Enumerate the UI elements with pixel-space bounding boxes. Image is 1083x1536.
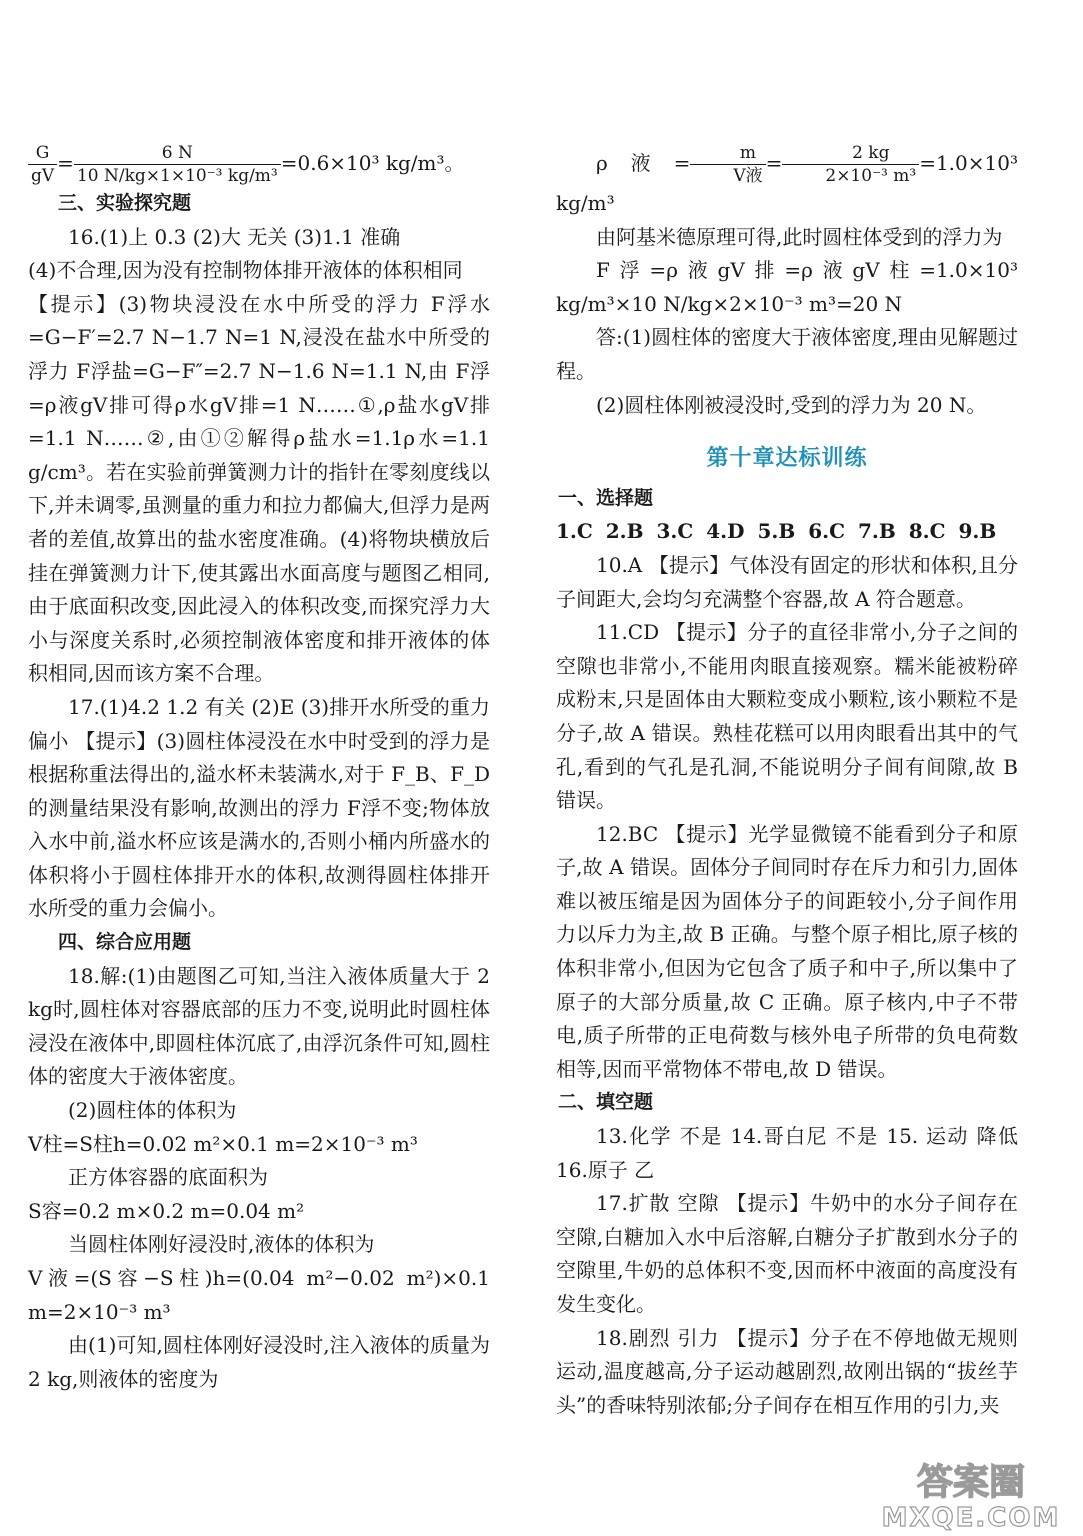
watermark-bottom-text: MXQE.COM [881, 1503, 1061, 1532]
answer-17-right: 17.扩散 空隙 【提示】牛奶中的水分子间存在空隙,白糖加入水中后溶解,白糖分子扩散到水分子的空隙里,牛奶的总体积不变,因而杯中液面的高度没有发生变化。 [556, 1191, 1018, 1316]
answer-18-area-formula: S容=0.2 m×0.2 m=0.04 m² [28, 1198, 305, 1223]
answer-18-part1: 18.解:(1)由题图乙可知,当注入液体质量大于 2 kg时,圆柱体对容器底部的压力不变,说明此时圆柱体浸没在液体中,即圆柱体沉底了,由浮沉条件可知,圆柱体的密度大于液体密度。 [28, 963, 490, 1089]
chapter-title: 第十章达标训练 [706, 446, 868, 472]
fraction-mass-over-volume: $\frac{2 kg}{\text{2×10⁻³ m³}}$ [782, 142, 919, 187]
choice-answers: 1.C 2.B 3.C 4.D 5.B 6.C 7.B 8.C 9.B [556, 519, 997, 544]
answer-17: 17.(1)4.2 1.2 有关 (2)E (3)排开水所受的重力 偏小 【提示】(3)圆柱体浸没在水中时受到的浮力是根据称重法得出的,溢水杯未装满水,对于 F_B、F_D 的测量结果没有影响,故测出的浮力 F浮不变;物体放入水中前,溢水杯应该是满水的,否则小桶内所盛水的体积将小于圆柱体排开水的体积,故测得圆柱体排开水所受的重力会偏小。 [28, 694, 490, 921]
left-column [28, 142, 490, 1396]
section-heading-fill: 二、填空题 [558, 1091, 654, 1114]
answer-18-area-label: 正方体容器的底面积为 [68, 1165, 268, 1190]
answer-18-liquid-volume-formula: V液=(S容−S柱)h=(0.04 m²−0.02 m²)×0.1 m=2×10⁻³ m³ [28, 1266, 490, 1324]
answer-conclusion-2: (2)圆柱体刚被浸没时,受到的浮力为 20 N。 [596, 392, 987, 417]
section-heading-experiment: 三、实验探究题 [58, 192, 192, 214]
answer-10: 10.A 【提示】气体没有固定的形状和体积,且分子间距大,会均匀充满整个容器,故 A 符合题意。 [556, 552, 1018, 611]
answer-18-density-intro: 由(1)可知,圆柱体刚好浸没时,注入液体的质量为 2 kg,则液体的密度为 [28, 1333, 490, 1391]
watermark-logo [871, 1454, 1071, 1532]
fraction-m-over-v: $\frac{m}{\text{V液}}$ [690, 142, 765, 187]
buoyancy-formula: F浮=ρ液gV排=ρ液gV柱=1.0×10³ kg/m³×10 N/kg×2×10⁻³ m³=20 N [556, 258, 1018, 316]
section-heading-application: 四、综合应用题 [58, 931, 192, 954]
fraction-g-over-gv: $\frac{G}{gV}$ [28, 142, 57, 187]
density-formula: $\frac{G}{gV}$ = $\frac{6 N}{\text{10 N/kg×1×10⁻³ kg/m³}}$ =0.6×10³ kg/m³。 [28, 142, 490, 187]
answer-11: 11.CD 【提示】分子的直径非常小,分子之间的空隙也非常小,不能用肉眼直接观察。糯米能被粉碎成粉末,只是固体由大颗粒变成小颗粒,该小颗粒不是分子,故 A 错误。熟桂花糕可以用肉眼看出其中的气孔,看到的气孔是孔洞,不能说明分子间有间隙,故 B 错误。 [556, 620, 1018, 813]
answer-16-hint: 【提示】(3)物块浸没在水中所受的浮力 F浮水=G−F′=2.7 N−1.7 N=1 N,浸没在盐水中所受的浮力 F浮盐=G−F″=2.7 N−1.6 N=1.1 N,由 F浮=ρ液gV排可得ρ水gV排=1 N……①,ρ盐水gV排=1.1 N……②,由①②解得ρ盐水=1.1ρ水=1.1 g/cm³。若在实验前弹簧测力计的指针在零刻度线以下,并未调零,虽测量的重力和拉力都偏大,但浮力是两者的差值,故算出的盐水密度准确。(4)将物块横放后挂在弹簧测力计下,使其露出水面高度与题图乙相同,由于底面积改变,因此浸入的体积改变,而探究浮力大小与深度关系时,必须控制液体密度和排开液体的体积相同,因而该方案不合理。 [28, 291, 490, 686]
answer-conclusion-1: 答:(1)圆柱体的密度大于液体密度,理由见解题过程。 [556, 325, 1018, 383]
answer-12: 12.BC 【提示】光学显微镜不能看到分子和原子,故 A 错误。固体分子间同时存在斥力和引力,固体难以被压缩是因为固体分子的间距较小,分子间作用力以斥力为主,故 B 正确。与整个原子相比,原子核的体积非常小,但因为它包含了质子和中子,所以集中了原子的大部分质量,故 C 正确。原子核内,中子不带电,质子所带的正电荷数与核外电子所带的负电荷数相等,因而平常物体不带电,故 D 错误。 [556, 821, 1018, 1081]
answer-13-16: 13.化学 不是 14.哥白尼 不是 15. 运动 降低 16.原子 乙 [556, 1124, 1018, 1182]
answer-18-volume-formula: V柱=S柱h=0.02 m²×0.1 m=2×10⁻³ m³ [28, 1131, 418, 1156]
fraction-value: $\frac{6 N}{\text{10 N/kg×1×10⁻³ kg/m³}}$ [74, 142, 281, 187]
watermark-top-text: 答案圈 [916, 1462, 1026, 1503]
answer-16-line2: (4)不合理,因为没有控制物体排开液体的体积相同 [28, 258, 463, 283]
answer-18-liquid-volume-label: 当圆柱体刚好浸没时,液体的体积为 [68, 1232, 375, 1257]
answer-16-line1: 16.(1)上 0.3 (2)大 无关 (3)1.1 准确 [68, 224, 401, 249]
section-heading-choice: 一、选择题 [558, 486, 654, 509]
liquid-density-formula: ρ液= $\frac{m}{\text{V液}}$ = $\frac{2 kg}{\text{2×10⁻³ m³}}$ =1.0×10³ kg/m³ [556, 143, 1018, 215]
right-column [556, 142, 1018, 1422]
answer-18-volume-label: (2)圆柱体的体积为 [68, 1098, 237, 1123]
answer-18-right: 18.剧烈 引力 【提示】分子在不停地做无规则运动,温度越高,分子运动越剧烈,故刚出锅的“拔丝芋头”的香味特别浓郁;分子间存在相互作用的引力,夹 [556, 1325, 1018, 1417]
archimedes-line: 由阿基米德原理可得,此时圆柱体受到的浮力为 [596, 224, 1003, 249]
